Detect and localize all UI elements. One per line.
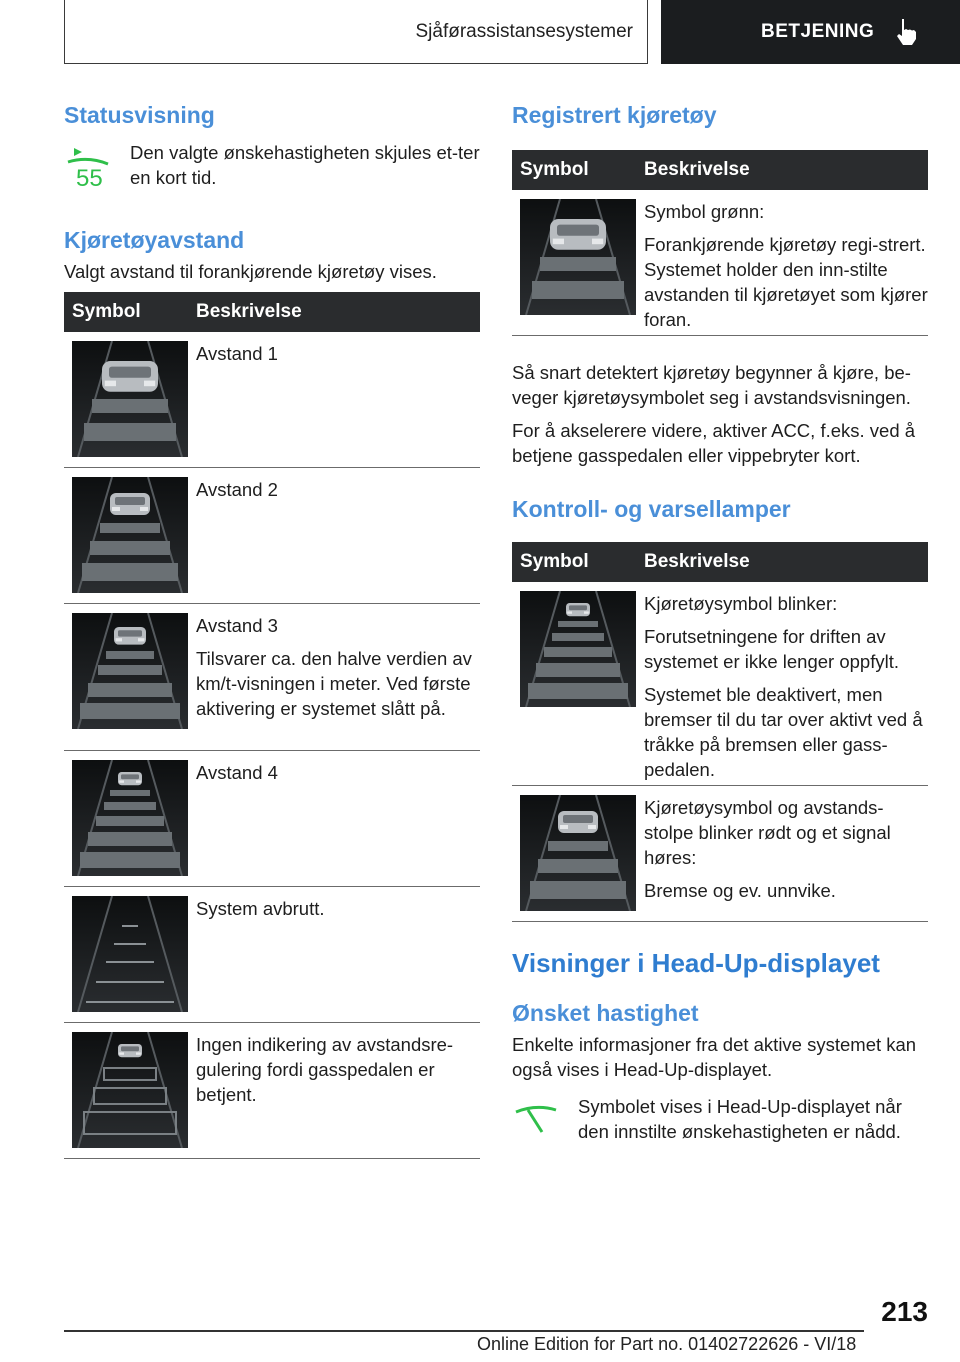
hud-icon-text: Symbolet vises i Head-Up-displayet når den innstilte ønskehastigheten er nådd. [578, 1096, 902, 1142]
row-text: Tilsvarer ca. den halve verdien av km/t-visningen i meter. Ved første aktivering er systemet slått på. [196, 648, 472, 719]
table-row [512, 582, 928, 786]
registered-para-1: Så snart detektert kjøretøy begynner å kjøre, be-veger kjøretøysymbolet seg i avstandsvisningen. [512, 362, 911, 408]
registered-vehicle-display-icon [520, 199, 636, 315]
table-header [512, 150, 928, 190]
row-text: Bremse og ev. unnvike. [644, 880, 836, 901]
left-column [64, 100, 480, 1159]
table-row [64, 468, 480, 604]
row-text: Avstand 1 [196, 343, 278, 364]
page-number: 213 [881, 1296, 928, 1327]
col-symbol: Symbol [520, 551, 589, 572]
registered-title: Registrert kjøretøy [512, 102, 717, 128]
footer-edition: Online Edition for Part no. 01402722626 - VI/18 [477, 1334, 857, 1354]
hud-icon-row [512, 1094, 928, 1144]
col-symbol: Symbol [520, 159, 589, 180]
distance-2-display-icon [72, 477, 188, 593]
row-text: Symbol grønn: [644, 201, 765, 222]
distance-1-display-icon [72, 341, 188, 457]
table-row [512, 190, 928, 336]
row-text: Avstand 3 [196, 615, 278, 636]
row-text: Forankjørende kjøretøy regi-strert. Systemet holder den inn-stilte avstanden til kjøretøyet som kjører foran. [644, 234, 928, 330]
status-text: Den valgte ønskehastigheten skjules et-ter en kort tid. [130, 142, 480, 188]
distance-4-display-icon [72, 760, 188, 876]
distance-table [64, 292, 480, 1159]
col-description: Beskrivelse [196, 301, 302, 322]
distance-3-display-icon [72, 613, 188, 729]
hud-speed-reached-icon [512, 1094, 578, 1143]
table-row [64, 887, 480, 1023]
row-text: System avbrutt. [196, 898, 325, 919]
hud-subtitle: Ønsket hastighet [512, 1000, 699, 1026]
col-symbol: Symbol [72, 301, 141, 322]
vehicle-red-warning-display-icon [520, 795, 636, 911]
header-section-title: Sjåførassistansesystemer [415, 20, 633, 42]
distance-intro: Valgt avstand til forankjørende kjøretøy vises. [64, 261, 437, 282]
hud-intro: Enkelte informasjoner fra det aktive systemet kan også vises i Head-Up-displayet. [512, 1034, 917, 1080]
vehicle-blinking-display-icon [520, 591, 636, 707]
table-header [64, 292, 480, 332]
registered-para-2: For å akselerere videre, aktiver ACC, f.eks. ved å betjene gasspedalen eller vippebryter kort. [512, 420, 916, 466]
col-description: Beskrivelse [644, 551, 750, 572]
status-row [64, 140, 480, 195]
registered-table [512, 150, 928, 336]
system-aborted-display-icon [72, 896, 188, 1012]
speed-marker-icon [64, 140, 130, 195]
footer-divider [64, 1330, 864, 1332]
row-text: Avstand 2 [196, 479, 278, 500]
lamps-title: Kontroll- og varsellamper [512, 496, 791, 522]
row-text: Systemet ble deaktivert, men bremser til du tar over aktivt ved å tråkke på bremsen eller gass-pedalen. [644, 684, 923, 780]
header-chapter: BETJENING [761, 21, 875, 42]
row-text: Forutsetningene for driften av systemet er ikke lenger oppfylt. [644, 626, 899, 672]
header-chapter-box [661, 0, 960, 64]
table-row [512, 786, 928, 922]
row-text: Avstand 4 [196, 762, 278, 783]
col-description: Beskrivelse [644, 159, 750, 180]
status-title: Statusvisning [64, 102, 215, 128]
table-row [64, 332, 480, 468]
right-column [512, 100, 928, 1144]
lamps-table [512, 542, 928, 922]
table-row [64, 751, 480, 887]
header-section-title-box [64, 0, 648, 64]
table-row [64, 604, 480, 751]
table-header [512, 542, 928, 582]
row-text: Ingen indikering av avstandsre-gulering fordi gasspedalen er betjent. [196, 1034, 454, 1105]
row-text: Kjøretøysymbol og avstands-stolpe blinker rødt og et signal høres: [644, 797, 891, 868]
table-row [64, 1023, 480, 1159]
hud-title: Visninger i Head-Up-displayet [512, 948, 880, 978]
no-distance-display-icon [72, 1032, 188, 1148]
row-text: Kjøretøysymbol blinker: [644, 593, 838, 614]
hand-pointer-icon [894, 17, 920, 47]
distance-title: Kjøretøyavstand [64, 227, 245, 253]
speed-value: 55 [76, 165, 103, 190]
